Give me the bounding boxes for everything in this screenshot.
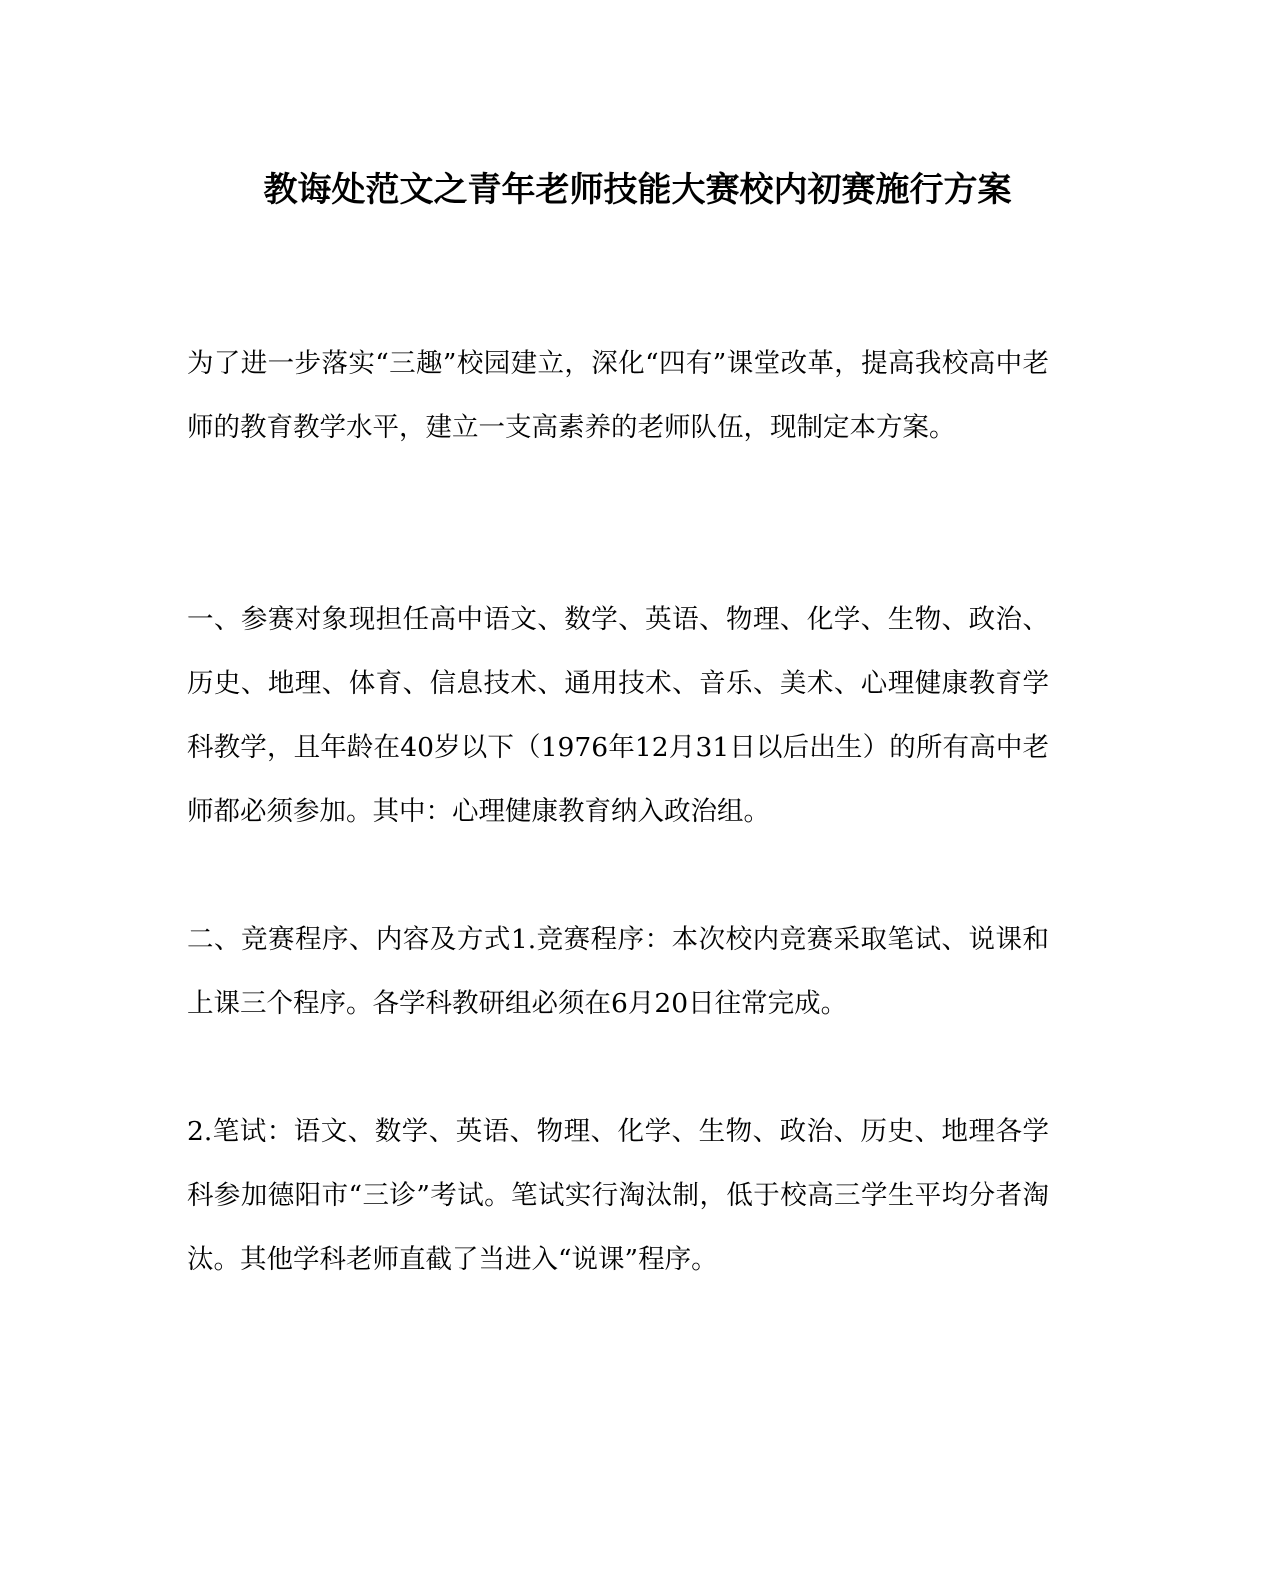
document-title: 教诲处范文之青年老师技能大赛校内初赛施行方案: [263, 170, 1012, 210]
paragraph-procedure: 二、竞赛程序、内容及方式1.竞赛程序：本次校内竞赛采取笔试、说课和上课三个程序。各学科教研组必须在6月20日往常完成。: [187, 924, 1049, 1019]
paragraph-written-exam: 2.笔试：语文、数学、英语、物理、化学、生物、政治、历史、地理各学科参加德阳市“三诊”考试。笔试实行淘汰制，低于校高三学生平均分者淘汰。其他学科老师直截了当进入“说课”程序。: [187, 1116, 1049, 1275]
paragraph-intro: 为了进一步落实“三趣”校园建立，深化“四有”课堂改革，提高我校高中老师的教育教学水平，建立一支高素养的老师队伍，现制定本方案。: [187, 348, 1049, 443]
paragraph-participants: 一、参赛对象现担任高中语文、数学、英语、物理、化学、生物、政治、历史、地理、体育、信息技术、通用技术、音乐、美术、心理健康教育学科教学，且年龄在40岁以下（1976年12月31日以后出生）的所有高中老师都必须参加。其中：心理健康教育纳入政治组。: [187, 604, 1049, 827]
